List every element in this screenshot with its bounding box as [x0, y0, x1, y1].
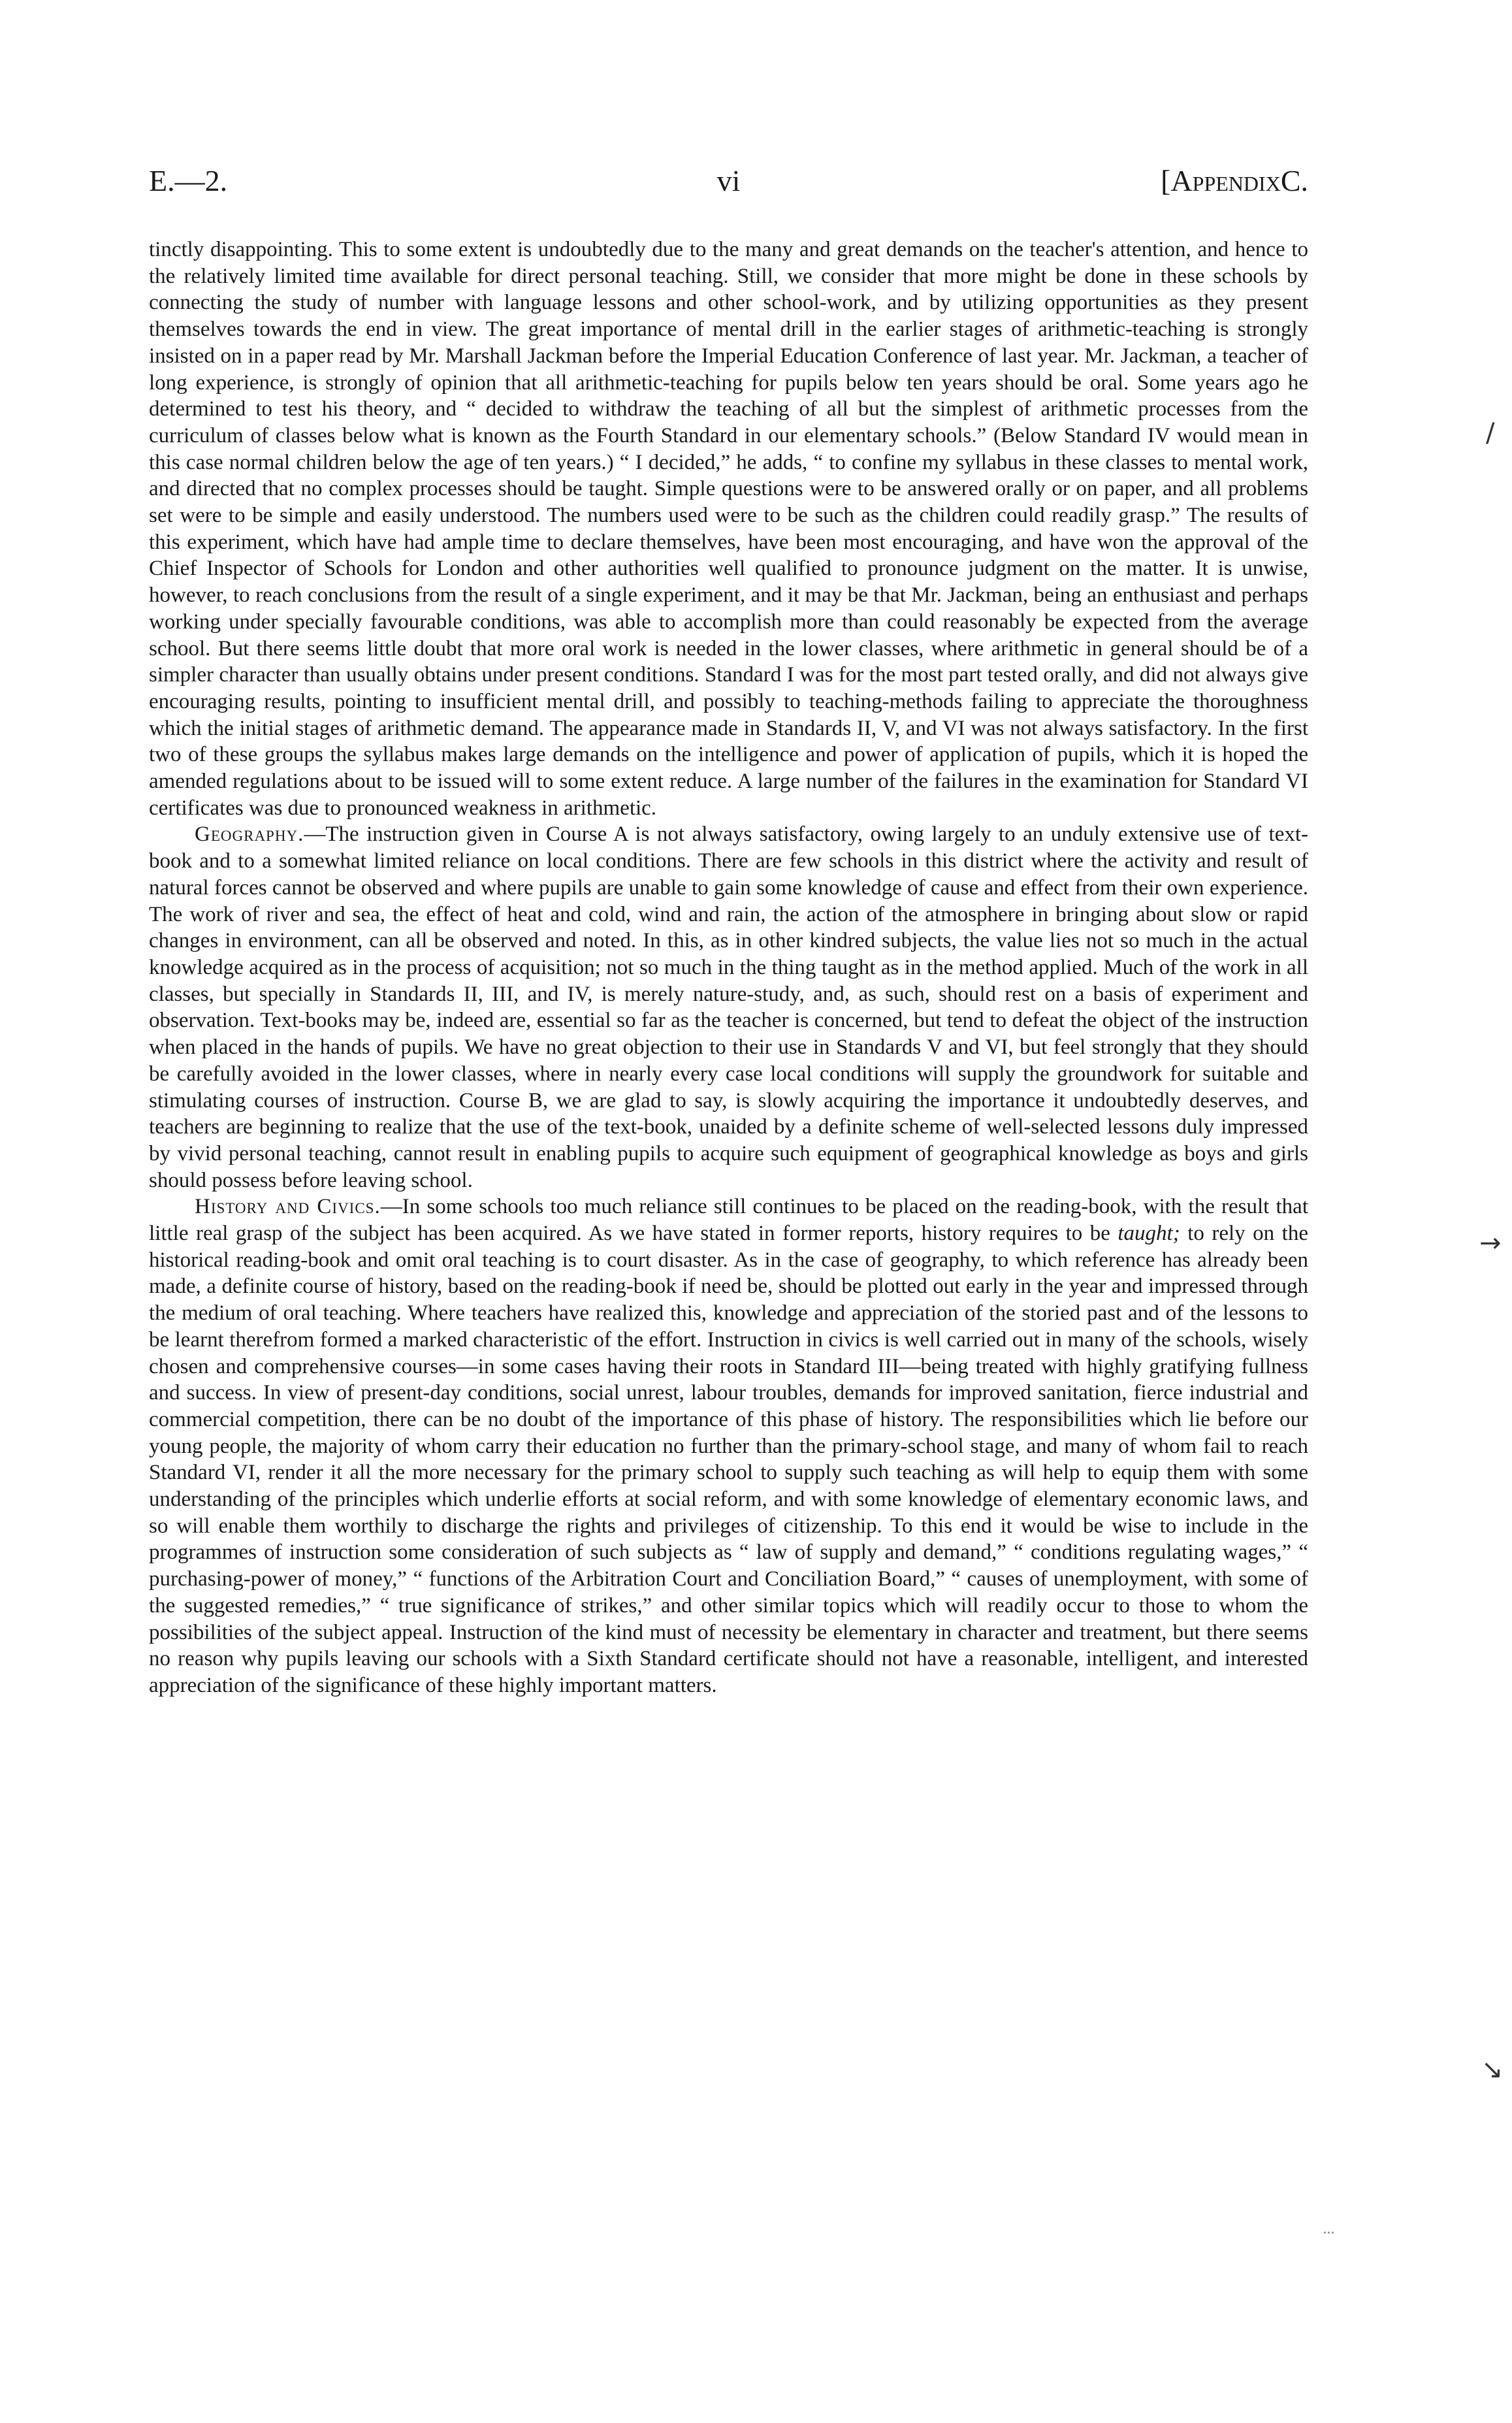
- appendix-letter: C.: [1280, 164, 1308, 197]
- page-header: [149, 163, 1308, 209]
- margin-arrow-mark: →: [1479, 1228, 1502, 1258]
- history-civics-heading: History and Civics.: [195, 1195, 381, 1219]
- scan-stamp: ...: [1323, 2221, 1334, 2237]
- margin-check-mark: ↘: [1481, 2055, 1504, 2085]
- body-text: [149, 236, 1308, 1699]
- paragraph-arithmetic: [149, 236, 1308, 821]
- page-number: vi: [716, 164, 741, 197]
- paragraph-geography: [149, 821, 1308, 1194]
- appendix-word: Appendix: [1170, 164, 1281, 197]
- report-code: E.—2.: [149, 164, 228, 197]
- emphasis-taught: taught;: [1118, 1222, 1180, 1246]
- geography-heading: Geography.: [195, 822, 304, 847]
- paragraph-history-civics: [149, 1194, 1308, 1699]
- paragraph-history-text-2: to rely on the historical reading-book and omit oral teaching is to court disaster. As in the case of geography, to which reference has already been made, a definite course of history, based on the reading-book if need be, should be plotted out early in the year and impressed through the medium of oral teaching. Where teachers have realized this, knowledge and appreciation of the storied past and of the lessons to be learnt therefrom formed a marked characteristic of the effort. Instruction in civics is well carried out in many of the schools, wisely chosen and comprehensive courses—in some cases having their roots in Standard III—being treated with highly gratifying fullness and success. In view of present-day conditions, social unrest, labour troubles, demands for improved sanitation, fierce industrial and commercial competition, there can be no doubt of the importance of this phase of history. The responsibilities which lie before our young people, the majority of whom carry their education no further than the primary-school stage, and many of whom fail to reach Standard VI, render it all the more necessary for the primary school to supply such teaching as will help to equip them with some understanding of the principles which underlie efforts at social reform, and with some knowledge of elementary economic laws, and so will enable them worthily to discharge the rights and privileges of citizenship. To this end it would be wise to include in the programmes of instruction some consideration of such subjects as “ law of supply and demand,” “ conditions regulating wages,” “ purchasing-power of money,” “ functions of the Arbitration Court and Conciliation Board,” “ causes of unemployment, with some of the suggested remedies,” “ true significance of strikes,” and other similar topics which will readily occur to those to whom the possibilities of the subject appeal. Instruction of the kind must of necessity be elementary in character and treatment, but there seems no reason why pupils leaving our schools with a Sixth Standard certificate should not have a reasonable, intelligent, and interested appreciation of the significance of these highly important matters.: [149, 1222, 1308, 1697]
- paragraph-arithmetic-text: tinctly disappointing. This to some extent is undoubtedly due to the many and great demands on the teacher's attention, and hence to the relatively limited time available for direct personal teaching. Still, we consider that more might be done in these schools by connecting the study of number with language lessons and other school-work, and by utilizing opportunities as they present themselves towards the end in view. The great importance of mental drill in the earlier stages of arithmetic-teaching is strongly insisted on in a paper read by Mr. Marshall Jackman before the Imperial Education Conference of last year. Mr. Jackman, a teacher of long experience, is strongly of opinion that all arithmetic-teaching for pupils below ten years should be oral. Some years ago he determined to test his theory, and “ decided to withdraw the teaching of all but the simplest of arithmetic processes from the curriculum of classes below what is known as the Fourth Standard in our elementary schools.” (Below Standard IV would mean in this case normal children below the age of ten years.) “ I decided,” he adds, “ to confine my syllabus in these classes to mental work, and directed that no complex processes should be taught. Simple questions were to be answered orally or on paper, and all problems set were to be simple and easily understood. The numbers used were to be such as the children could readily grasp.” The results of this experiment, which have had ample time to declare themselves, have been most encouraging, and have won the approval of the Chief Inspector of Schools for London and other authorities well qualified to pronounce judgment on the matter. It is unwise, however, to reach conclusions from the result of a single experiment, and it may be that Mr. Jackman, being an enthusiast and perhaps working under specially favourable conditions, was able to accomplish more than could reasonably be expected from the average school. But there seems little doubt that more oral work is needed in the lower classes, where arithmetic in general should be of a simpler character than usually obtains under present conditions. Standard I was for the most part tested orally, and did not always give encouraging results, pointing to insufficient mental drill, and possibly to teaching-methods failing to appreciate the thoroughness which the initial stages of arithmetic demand. The appearance made in Standards II, V, and VI was not always satisfactory. In the first two of these groups the syllabus makes large demands on the intelligence and power of application of pupils, which it is hoped the amended regulations about to be issued will to some extent reduce. A large number of the failures in the examination for Standard VI certificates was due to pronounced weakness in arithmetic.: [149, 238, 1308, 820]
- appendix-bracket: [: [1161, 164, 1171, 197]
- appendix-label: [1161, 163, 1308, 198]
- margin-tick-mark: /: [1486, 418, 1495, 448]
- paragraph-history-text-1: —In some schools too much reliance still continues to be placed on the reading-book, with the result that little real grasp of the subject has been acquired. As we have stated in former reports, history requires to be: [149, 1195, 1309, 1246]
- paragraph-geography-text: —The instruction given in Course A is not always satisfactory, owing largely to an unduly extensive use of text-book and to a somewhat limited reliance on local conditions. There are few schools in this district where the activity and result of natural forces cannot be observed and where pupils are unable to gain some knowledge of cause and effect from their own experience. The work of river and sea, the effect of heat and cold, wind and rain, the action of the atmosphere in bringing about slow or rapid changes in environment, can all be observed and noted. In this, as in other kindred subjects, the value lies not so much in the actual knowledge acquired as in the process of acquisition; not so much in the thing taught as in the method applied. Much of the work in all classes, but specially in Standards II, III, and IV, is merely nature-study, and, as such, should rest on a basis of experiment and observation. Text-books may be, indeed are, essential so far as the teacher is concerned, but tend to defeat the object of the instruction when placed in the hands of pupils. We have no great objection to their use in Standards V and VI, but feel strongly that they should be carefully avoided in the lower classes, where in nearly every case local conditions will supply the groundwork for suitable and stimulating courses of instruction. Course B, we are glad to say, is slowly acquiring the importance it undoubtedly deserves, and teachers are beginning to realize that the use of the text-book, unaided by a definite scheme of well-selected lessons duly impressed by vivid personal teaching, cannot result in enabling pupils to acquire such equipment of geographical knowledge as boys and girls should possess before leaving school.: [149, 822, 1308, 1192]
